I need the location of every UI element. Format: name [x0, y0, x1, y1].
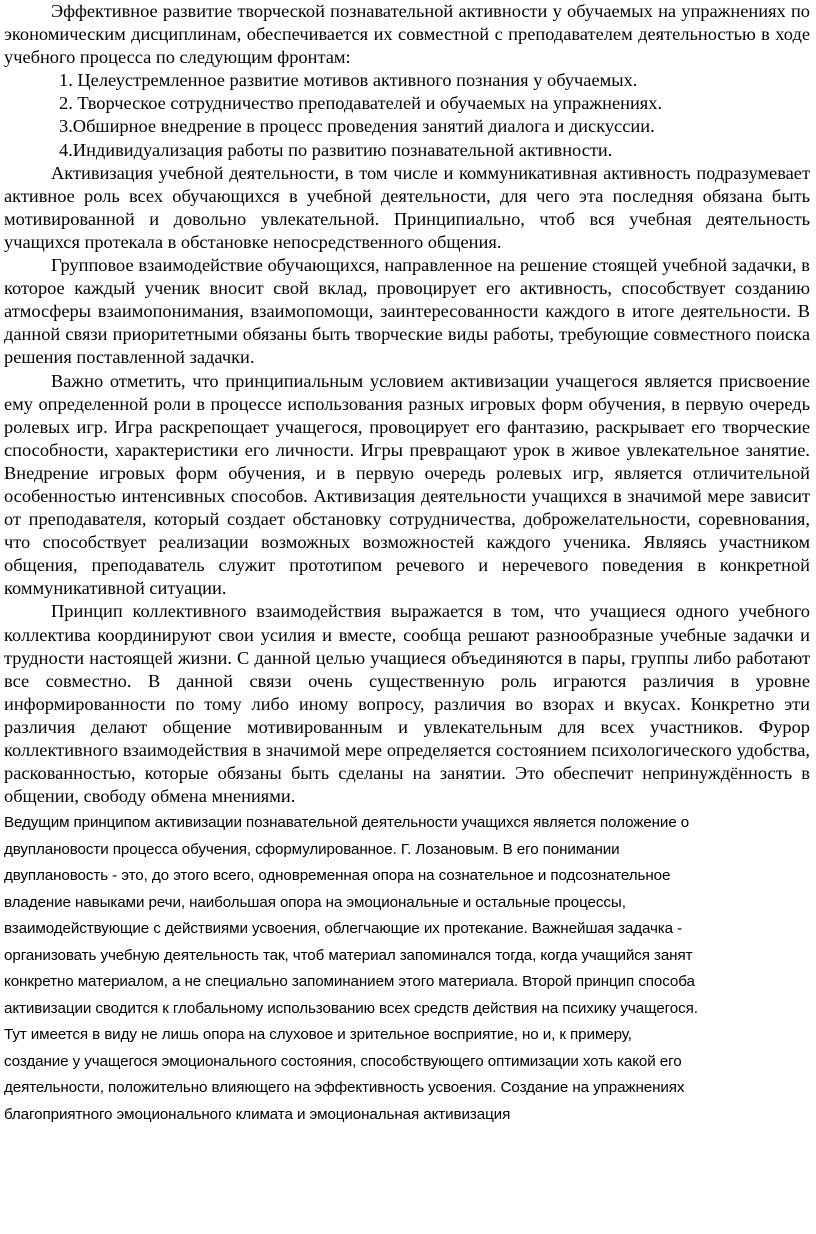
sans-line: взаимодействующие с действиями усвоения, облегчающие их протекание. Важнейшая задачка - — [4, 920, 683, 938]
intro-paragraph: Эффективное развитие творческой познавательной активности у обучаемых на упражнениях по экономическим дисциплинам, обеспечивается их совместной с преподавателем деятельностью в ходе учебного процесса по следующим фронтам: — [4, 1, 810, 68]
paragraph-group-interaction: Групповое взаимодействие обучающихся, направленное на решение стоящей учебной задачки, в которое каждый ученик вносит свой вклад, провоцирует его активность, способствует созданию атмосферы взаимопонимания, взаимопомощи, заинтересованности каждого в итоге деятельности. В данной связи приоритетными обязаны быть творческие виды работы, требующие совместного поиска решения поставленной задачки. — [4, 255, 810, 368]
sans-line: конкретно материалом, а не специально запоминанием этого материала. Второй принцип способа — [4, 973, 695, 991]
list-item-2: 2. Творческое сотрудничество преподавателей и обучаемых на упражнениях. — [59, 93, 663, 114]
sans-text-block — [4, 810, 810, 1128]
list-item-4: 4.Индивидуализация работы по развитию познавательной активности. — [59, 139, 613, 160]
sans-line: организовать учебную деятельность так, чтоб материал запоминался тогда, когда учащийся занят — [4, 946, 693, 964]
sans-line: двуплановости процесса обучения, сформулированное. Г. Лозановым. В его понимании — [4, 840, 620, 858]
sans-line: активизации сводится к глобальному использованию всех средств действия на психику учащегося. — [4, 999, 698, 1017]
sans-line: деятельности, положительно влияющего на эффективность усвоения. Создание на упражнениях — [4, 1079, 685, 1097]
paragraph-collective-interaction: Принцип коллективного взаимодействия выражается в том, что учащиеся одного учебного коллектива координируют свои усилия и вместе, сообща решают разнообразные учебные задачки и трудности настоящей жизни. С данной целью учащиеся объединяются в пары, группы либо работают все совместно. В данной связи очень существенную роль играются различия в уровне информированности по тому либо иному вопросу, различия во взорах и вкусах. Конкретно эти различия делают общение мотивированным и увлекательным для всех участников. Фурор коллективного взаимодействия в значимой мере определяется состоянием психологического удобства, раскованностью, которые обязаны быть сделаны на занятии. Это обеспечит непринуждённость в общении, свободу обмена мнениями. — [4, 601, 810, 807]
sans-line: Ведущим принципом активизации познавательной деятельности учащихся является положение о — [4, 814, 690, 832]
sans-line: владение навыками речи, наибольшая опора на эмоциональные и остальные процессы, — [4, 893, 626, 911]
list-item-1: 1. Целеустремленное развитие мотивов активного познания у обучаемых. — [59, 70, 638, 91]
paragraph-role-games: Важно отметить, что принципиальным условием активизации учащегося является присвоение ему определенной роли в процессе использования разных игровых форм обучения, в первую очередь ролевых игр. Игра раскрепощает учащегося, провоцирует его фантазию, раскрывает его творческие способности, характеристики его личности. Игры превращают урок в живое увлекательное занятие. Внедрение игровых форм обучения, и в первую очередь ролевых игр, является отличительной особенностью интенсивных способов. Активизация деятельности учащихся в значимой мере зависит от преподавателя, который создает обстановку сотрудничества, доброжелательности, соревнования, что способствует реализации возможных возможностей каждого ученика. Являясь участником общения, преподаватель служит прототипом речевого и неречевого поведения в конкретной коммуникативной ситуации. — [4, 370, 810, 599]
sans-line: создание у учащегося эмоционального состояния, способствующего оптимизации хоть какой его — [4, 1052, 682, 1070]
sans-line: двуплановость - это, до этого всего, одновременная опора на сознательное и подсознательное — [4, 867, 671, 885]
list-item-3: 3.Обширное внедрение в процесс проведения занятий диалога и дискуссии. — [59, 116, 655, 137]
sans-line: Тут имеется в виду не лишь опора на слуховое и зрительное восприятие, но и, к примеру, — [4, 1026, 632, 1044]
sans-line: благоприятного эмоционального климата и эмоциональная активизация — [4, 1105, 511, 1123]
paragraph-activation: Активизация учебной деятельности, в том числе и коммуникативная активность подразумевает активное роль всех обучающихся в учебной деятельности, для чего эта последняя обязана быть мотивированной и довольно увлекательной. Принципиально, чтоб вся учебная деятельность учащихся протекала в обстановке непосредственного общения. — [4, 162, 810, 252]
